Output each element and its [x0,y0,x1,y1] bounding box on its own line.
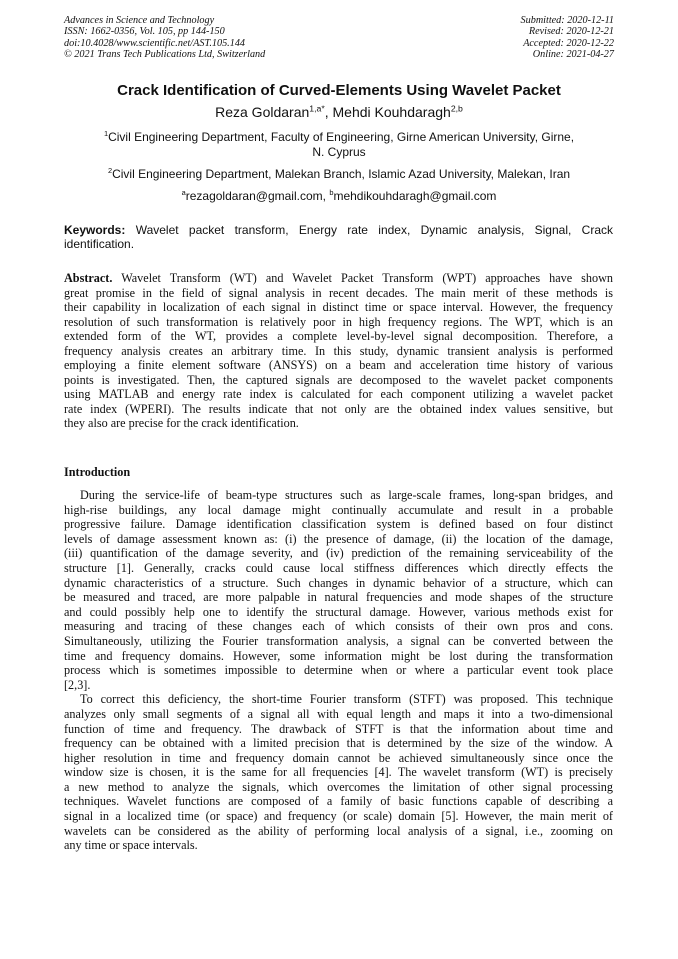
author-list [0,104,678,120]
affiliation-marker: 1 [103,129,109,138]
body-line: progressive failure. Damage identification classification system is defined based on four distinct [64,517,613,532]
keywords-text: identification. [64,237,135,251]
affiliation-text: N. Cyprus [312,145,366,159]
paragraph [64,692,613,853]
body-line: measuring and tracing of these changes each of which consists of their own pros and cons. [64,619,613,634]
abstract-line: their capability in localization of each signal in distinct time or space interval. However, the frequency [64,300,613,314]
email-marker: b [329,188,334,197]
body-line: During the service-life of beam-type structures such as large-scale frames, long-span bridges, and [80,488,613,502]
author-affiliation-marker: 2,b [450,103,463,114]
keywords-block [64,223,613,251]
abstract-line: great promise in the field of signal analysis in recent decades. The main merit of these methods is [64,285,613,300]
body-line: high-rise buildings, any local damage might continually accumulate and result in a probable [64,502,613,517]
revised-date: Revised: 2020-12-21 [528,26,614,38]
abstract-line: employing a finite element software (ANSYS) on a beam and acceleration time history of various [64,358,613,372]
body-line: Simultaneously, utilizing the Fourier transformation analysis, a signal can be converted between the [64,633,613,648]
paragraph [64,488,613,692]
body-line: [2,3]. [64,677,91,692]
body-line: any time or space intervals. [64,838,198,853]
online-date: Online: 2021-04-27 [532,49,614,61]
paper-title: Crack Identification of Curved-Elements Using Wavelet Packet [117,82,561,99]
email-address[interactable]: rezagoldaran@gmail.com, [185,189,330,203]
body-line: frequency can be obtained with a limited precision that is determined by the size of the window. A [64,736,613,751]
abstract-label: Abstract. [64,271,113,285]
body-line: time and frequency domains. However, some information might be lost during the transformation [64,648,613,663]
body-line: window size is chosen, it is the same for all frequencies [4]. The wavelet transform (WT) is precisely [64,765,613,780]
body-line: a new method to analyze the signals, which overcomes the limitation of other signal processing [64,779,613,794]
body-line: structure [1]. Generally, cracks could cause local stiffness differences which directly effects the [64,560,613,575]
section-heading-introduction: Introduction [64,465,131,479]
body-line: be measured and traced, are more palpable in natural frequencies and mode shapes of the structure [64,590,613,605]
author-emails [0,189,678,203]
author-name: Reza Goldaran [215,104,310,120]
body-line: and could possibly help one to identify the structural damage. However, various methods exist for [64,604,613,619]
author-separator: , [324,104,333,120]
body-line: techniques. Wavelet functions are composed of a family of basic functions capable of describing a [64,794,613,809]
submission-dates-header [521,15,614,61]
body-line: process which is sometimes impossible to determine when or where a particular event took place [64,663,613,678]
abstract-line: they also are precise for the crack identification. [64,416,299,430]
abstract-line: Wavelet Transform (WT) and Wavelet Packet Transform (WPT) approaches have shown [121,271,613,285]
keywords-label: Keywords: [64,223,126,237]
body-line: (iii) quantification of the damage severity, and (iv) prediction of the remaining serviceability of the [64,546,613,561]
author-affiliation-marker: 1,a* [309,103,325,114]
affiliation-text: Civil Engineering Department, Malekan Branch, Islamic Azad University, Malekan, Iran [112,167,571,181]
accepted-date: Accepted: 2020-12-22 [523,37,614,49]
body-line: dynamic characteristics of a structure. Such changes in dynamic behavior of a structure, which can [64,575,613,590]
journal-info-header [64,15,265,61]
abstract-line: extended form of the WT, provides a complete level-by-level signal decomposition. Therefore, a [64,329,613,343]
abstract-line: frequency analysis creates an arbitrary time. In this study, dynamic transient analysis is performed [64,343,613,358]
author-name: Mehdi Kouhdaragh [332,104,451,120]
affiliation-text: Civil Engineering Department, Faculty of Engineering, Girne American University, Girne, [108,130,575,144]
affiliation-1 [90,130,588,160]
issn-volume-pages: ISSN: 1662-0356, Vol. 105, pp 144-150 [64,26,225,38]
keywords-text: Wavelet packet transform, Energy rate index, Dynamic analysis, Signal, Crack [135,223,613,237]
body-line: analyzes only small segments of a signal all with equal length and maps it into a two-dimensional [64,706,613,721]
submitted-date: Submitted: 2020-12-11 [520,15,614,26]
body-line: higher resolution in time and frequency domain cannot be achieved simultaneously since once the [64,750,613,765]
abstract-line: rate index (WPERI). The results indicate that not only are the obtained index values sensitive, but [64,401,613,416]
introduction-body [64,488,613,853]
abstract-line: using MATLAB and energy rate index is calculated for each component utilizing a wavelet packet [64,387,613,401]
body-line: function of time and frequency. The drawback of STFT is that the information about time and [64,721,613,736]
body-line: To correct this deficiency, the short-time Fourier transform (STFT) was proposed. This technique [80,692,613,707]
abstract-line: points is investigated. Then, the captured signals are decomposed to the wavelet packet components [64,372,613,387]
copyright: © 2021 Trans Tech Publications Ltd, Switzerland [64,49,266,61]
body-line: levels of damage assessment known as: (i) the presence of damage, (ii) the location of the damage, [64,531,613,546]
affiliation-marker: 2 [107,166,113,175]
abstract-block [64,271,613,431]
affiliation-2 [90,167,588,182]
journal-name: Advances in Science and Technology [64,15,215,26]
email-address[interactable]: mehdikouhdaragh@gmail.com [333,189,497,203]
body-line: wavelets can be considered as the ability of performing local analysis of a signal, i.e., zooming on [64,823,613,838]
body-line: signal in a localized time (or space) and frequency (or scale) domain [5]. However, the main merit of [64,809,613,824]
email-marker: a [181,188,186,197]
abstract-line: resolution of such transformation is relatively poor in high frequency regions. The WPT, which is an [64,314,613,329]
doi: doi:10.4028/www.scientific.net/AST.105.144 [64,37,246,49]
